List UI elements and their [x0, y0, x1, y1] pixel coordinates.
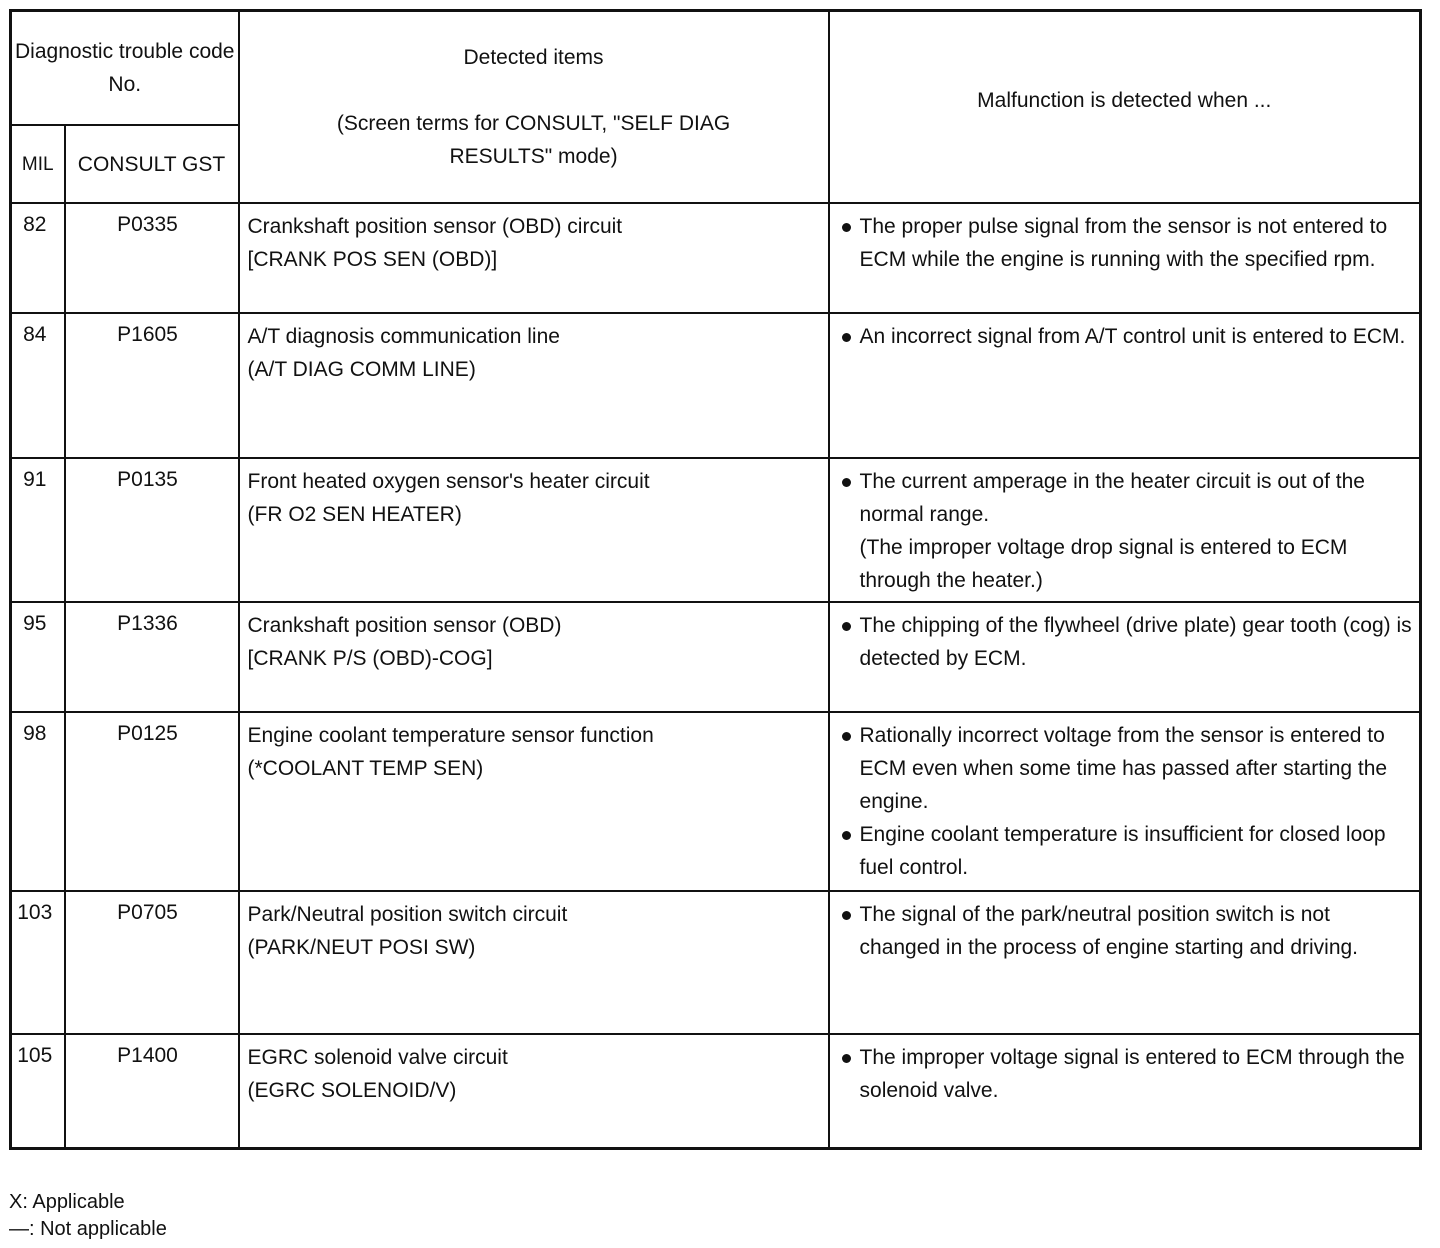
mil-cell: 103	[11, 891, 65, 1034]
malfunction-item	[838, 210, 1416, 276]
detected-item-name: Front heated oxygen sensor's heater circuit	[247, 470, 650, 493]
malfunction-text: (The improper voltage drop signal is entered to ECM through the heater.)	[859, 536, 1348, 592]
table-row	[11, 203, 1421, 313]
malfunction-text: The chipping of the flywheel (drive plate) gear tooth (cog) is detected by ECM.	[859, 614, 1412, 670]
header-row-1	[11, 11, 1421, 126]
bullet-icon	[842, 478, 851, 487]
dtc-table	[9, 9, 1422, 1150]
dtc-code-cell: P0705	[65, 891, 239, 1034]
table-row	[11, 891, 1421, 1034]
table-row	[11, 602, 1421, 712]
malfunction-text: Engine coolant temperature is insufficient for closed loop fuel control.	[859, 823, 1386, 879]
malfunction-item	[838, 531, 1416, 597]
malfunction-list	[838, 1041, 1416, 1107]
malfunction-item	[838, 320, 1416, 353]
bullet-icon	[842, 732, 851, 741]
table-header	[11, 11, 1421, 204]
dtc-code-cell: P0125	[65, 712, 239, 891]
detected-item-cell	[239, 1034, 829, 1148]
malfunction-text: An incorrect signal from A/T control unit is entered to ECM.	[859, 325, 1406, 348]
dtc-code-cell: P1336	[65, 602, 239, 712]
detected-item-cell	[239, 313, 829, 458]
detected-item-screen-term: (FR O2 SEN HEATER)	[247, 503, 462, 526]
malfunction-cell	[829, 203, 1421, 313]
malfunction-list	[838, 210, 1416, 276]
detected-item-screen-term: (*COOLANT TEMP SEN)	[247, 757, 484, 780]
malfunction-cell	[829, 313, 1421, 458]
detected-item-name: Engine coolant temperature sensor function	[247, 724, 654, 747]
header-malfunction	[829, 11, 1421, 204]
bullet-icon	[842, 1054, 851, 1063]
malfunction-item	[838, 898, 1416, 964]
malfunction-list	[838, 898, 1416, 964]
bullet-icon	[842, 831, 851, 840]
detected-item-cell	[239, 203, 829, 313]
table-row	[11, 1034, 1421, 1148]
detected-item-cell	[239, 712, 829, 891]
mil-cell: 82	[11, 203, 65, 313]
malfunction-item	[838, 818, 1416, 884]
malfunction-text: The improper voltage signal is entered to ECM through the solenoid valve.	[859, 1046, 1405, 1102]
header-detected-items-terms: (Screen terms for CONSULT, "SELF DIAG RESULTS" mode)	[336, 112, 731, 168]
malfunction-item	[838, 609, 1416, 675]
detected-item-name: EGRC solenoid valve circuit	[247, 1046, 508, 1069]
bullet-icon	[842, 911, 851, 920]
malfunction-cell	[829, 458, 1421, 602]
detected-item-screen-term: (A/T DIAG COMM LINE)	[247, 358, 476, 381]
header-consult-gst: CONSULT GST	[65, 125, 239, 203]
legend-applicable: X: Applicable	[9, 1191, 125, 1213]
malfunction-list	[838, 465, 1416, 597]
malfunction-item	[838, 465, 1416, 531]
mil-cell: 84	[11, 313, 65, 458]
detected-item-name: A/T diagnosis communication line	[247, 325, 560, 348]
header-dtc-group: Diagnostic trouble code No.	[11, 11, 239, 126]
malfunction-text: The current amperage in the heater circuit is out of the normal range.	[859, 470, 1365, 526]
malfunction-text: Rationally incorrect voltage from the sensor is entered to ECM even when some time has passed after starting the engine.	[859, 724, 1388, 813]
dtc-code-cell: P0335	[65, 203, 239, 313]
mil-cell: 105	[11, 1034, 65, 1148]
malfunction-list	[838, 719, 1416, 884]
table-row	[11, 458, 1421, 602]
malfunction-item	[838, 719, 1416, 818]
mil-cell: 98	[11, 712, 65, 891]
table-row	[11, 712, 1421, 891]
detected-item-cell	[239, 602, 829, 712]
dtc-code-cell: P1605	[65, 313, 239, 458]
bullet-icon	[842, 622, 851, 631]
header-detected-items-title: Detected items	[463, 46, 604, 69]
malfunction-cell	[829, 712, 1421, 891]
malfunction-cell	[829, 602, 1421, 712]
mil-cell: 91	[11, 458, 65, 602]
table-row	[11, 313, 1421, 458]
header-malfunction-title: Malfunction is detected when ...	[977, 88, 1272, 112]
malfunction-text: The signal of the park/neutral position switch is not changed in the process of engine starting and driving.	[859, 903, 1359, 959]
mil-cell: 95	[11, 602, 65, 712]
malfunction-cell	[829, 891, 1421, 1034]
detected-item-cell	[239, 458, 829, 602]
detected-item-screen-term: [CRANK P/S (OBD)-COG]	[247, 647, 493, 670]
detected-item-cell	[239, 891, 829, 1034]
malfunction-list	[838, 609, 1416, 675]
detected-item-screen-term: [CRANK POS SEN (OBD)]	[247, 248, 498, 271]
table-body	[11, 203, 1421, 1148]
detected-item-name: Park/Neutral position switch circuit	[247, 903, 568, 926]
malfunction-list	[838, 320, 1416, 353]
dtc-code-cell: P1400	[65, 1034, 239, 1148]
detected-item-screen-term: (PARK/NEUT POSI SW)	[247, 936, 476, 959]
malfunction-item	[838, 1041, 1416, 1107]
malfunction-text: The proper pulse signal from the sensor is not entered to ECM while the engine is running with the specified rpm.	[859, 215, 1388, 271]
legend-not-applicable: —: Not applicable	[9, 1218, 167, 1240]
header-detected-items	[239, 11, 829, 204]
bullet-icon	[842, 223, 851, 232]
dtc-code-cell: P0135	[65, 458, 239, 602]
header-mil: MIL	[11, 125, 65, 203]
detected-item-name: Crankshaft position sensor (OBD)	[247, 614, 562, 637]
bullet-icon	[842, 333, 851, 342]
malfunction-cell	[829, 1034, 1421, 1148]
detected-item-name: Crankshaft position sensor (OBD) circuit	[247, 215, 623, 238]
detected-item-screen-term: (EGRC SOLENOID/V)	[247, 1079, 457, 1102]
